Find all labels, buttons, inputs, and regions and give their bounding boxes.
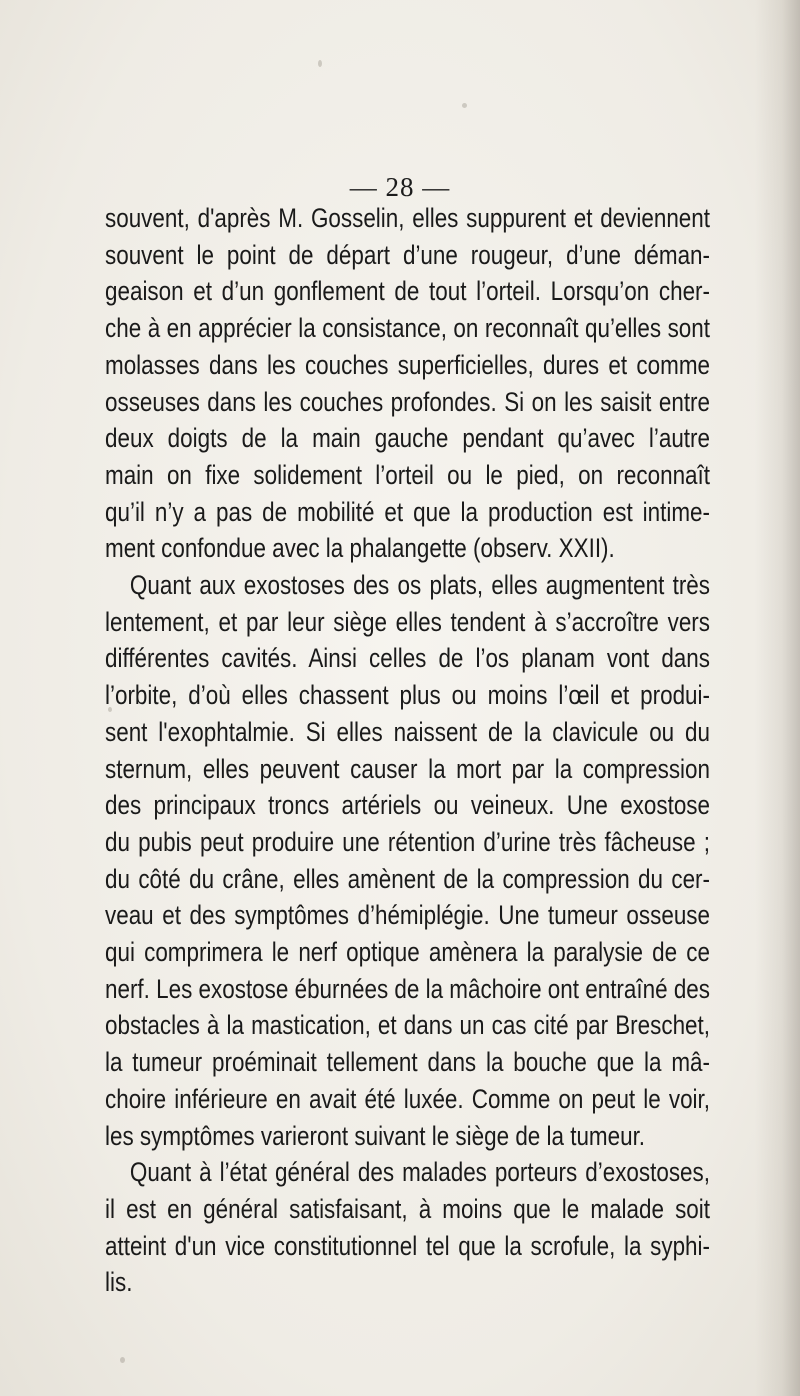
text-line: des principaux troncs artériels ou veineux. Une exostose <box>105 790 710 821</box>
text-line: sent l'exophtalmie. Si elles naissent de la clavicule ou du <box>105 716 710 747</box>
text-line: du pubis peut produire une rétention d’urine très fâcheuse ; <box>105 826 710 857</box>
text-line: obstacles à la mastication, et dans un cas cité par Breschet, <box>105 1010 710 1041</box>
text-line: main on fixe solidement l’orteil ou le pied, on reconnaît <box>105 459 710 490</box>
text-line: sternum, elles peuvent causer la mort par la compression <box>105 753 710 784</box>
text-line: che à en apprécier la consistance, on reconnaît qu’elles sont <box>105 313 710 344</box>
text-line: veau et des symptômes d’hémiplégie. Une tumeur osseuse <box>105 900 710 931</box>
text-line: les symptômes varieront suivant le siège de la tumeur. <box>105 1120 646 1151</box>
text-line: lentement, et par leur siège elles tendent à s’accroître vers <box>105 606 710 637</box>
text-line: du côté du crâne, elles amènent de la compression du cer- <box>105 863 710 894</box>
page-edge-shadow <box>755 0 800 1396</box>
text-line: Quant à l’état général des malades porteurs d’exostoses, <box>129 1157 711 1188</box>
text-line: lis. <box>105 1267 133 1298</box>
text-line: atteint d'un vice constitutionnel tel que la scrofule, la syphi- <box>105 1230 710 1261</box>
ink-speck <box>462 103 467 108</box>
text-line: qu’il n’y a pas de mobilité et que la production est intime- <box>105 496 710 527</box>
text-line: geaison et d’un gonflement de tout l’orteil. Lorsqu’on cher- <box>105 276 710 307</box>
ink-speck <box>318 60 322 67</box>
text-line: la tumeur proéminait tellement dans la bouche que la mâ- <box>105 1047 710 1078</box>
text-line: molasses dans les couches superficielles, dures et comme <box>105 349 710 380</box>
text-line: qui comprimera le nerf optique amènera la paralysie de ce <box>105 937 710 968</box>
text-line: différentes cavités. Ainsi celles de l’os planam vont dans <box>105 643 710 674</box>
text-line: souvent le point de départ d’une rougeur, d’une déman- <box>105 239 710 270</box>
text-line: il est en général satisfaisant, à moins que le malade soit <box>105 1193 710 1224</box>
text-line: deux doigts de la main gauche pendant qu’avec l’autre <box>105 423 710 454</box>
text-line: ment confondue avec la phalangette (observ. XXII). <box>105 533 615 564</box>
text-line: l’orbite, d’où elles chassent plus ou moins l’œil et produi- <box>105 680 710 711</box>
text-line: osseuses dans les couches profondes. Si on les saisit entre <box>105 386 710 417</box>
body-text <box>105 200 710 1301</box>
ink-speck <box>120 1357 125 1363</box>
text-line: souvent, d'après M. Gosselin, elles suppurent et deviennent <box>105 203 710 233</box>
text-line: nerf. Les exostose éburnées de la mâchoire ont entraîné des <box>105 973 710 1004</box>
text-line: choire inférieure en avait été luxée. Comme on peut le voir, <box>105 1083 710 1114</box>
text-line: Quant aux exostoses des os plats, elles augmentent très <box>129 570 711 601</box>
page-number: — 28 — <box>349 172 451 202</box>
